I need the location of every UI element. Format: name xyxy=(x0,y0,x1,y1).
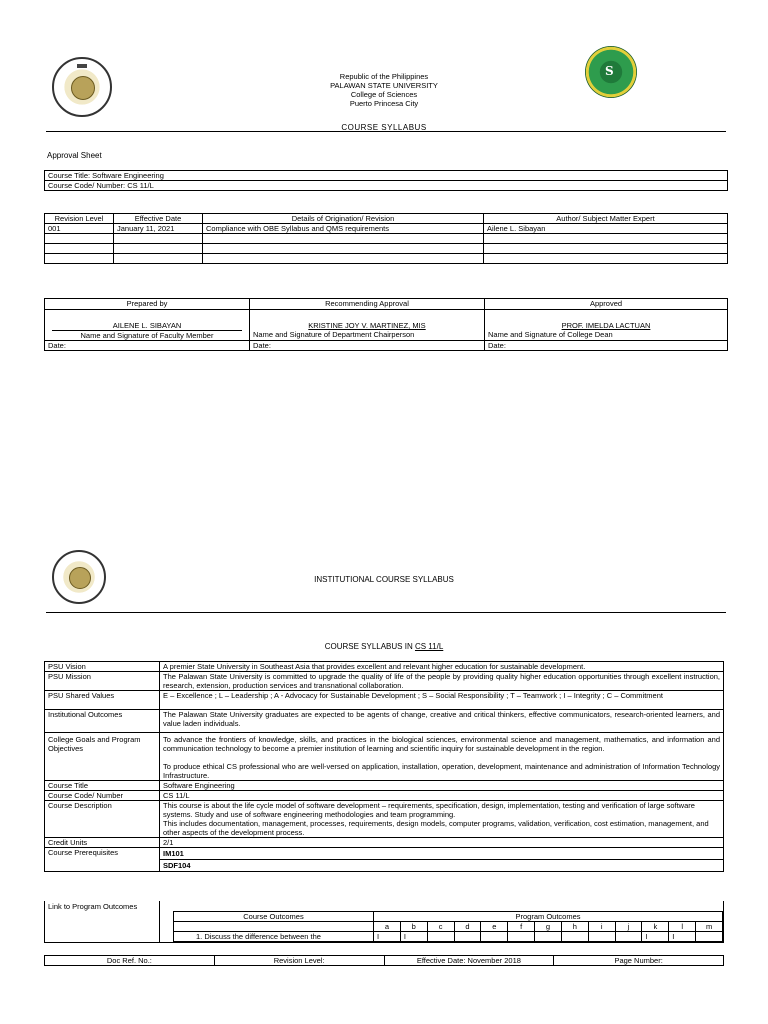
institutional-syllabus-title: INSTITUTIONAL COURSE SYLLABUS xyxy=(314,575,454,584)
po-letter: c xyxy=(427,922,454,932)
psu-seal-logo xyxy=(52,57,112,117)
course-code-value: CS 11/L xyxy=(160,791,724,801)
prepared-by-header: Prepared by xyxy=(45,299,250,310)
po-mark xyxy=(481,932,508,942)
po-mark: I xyxy=(669,932,696,942)
date-field: Date: xyxy=(485,341,728,351)
first-course-outcome: 1. Discuss the difference between the xyxy=(174,932,374,942)
outcomes-matrix xyxy=(173,911,723,942)
vision-label: PSU Vision xyxy=(45,662,160,672)
revision-level-value: 001 xyxy=(45,224,114,234)
prerequisite-2: SDF104 xyxy=(163,861,191,870)
po-mark: I xyxy=(642,932,669,942)
effective-date-field: Effective Date: November 2018 xyxy=(384,956,554,966)
approved-caption: Name and Signature of College Dean xyxy=(488,330,613,339)
description-label: Course Description xyxy=(45,801,160,838)
revision-header-author: Author/ Subject Matter Expert xyxy=(484,214,728,224)
college-of-sciences-logo: S xyxy=(585,46,637,98)
po-letter: h xyxy=(561,922,588,932)
revision-date-value: January 11, 2021 xyxy=(114,224,203,234)
revision-header-level: Revision Level xyxy=(45,214,114,224)
revision-table xyxy=(44,213,728,264)
revision-header-date: Effective Date xyxy=(114,214,203,224)
revision-header-details: Details of Origination/ Revision xyxy=(203,214,484,224)
mission-label: PSU Mission xyxy=(45,672,160,691)
po-mark xyxy=(508,932,535,942)
recommending-header: Recommending Approval xyxy=(250,299,485,310)
po-mark xyxy=(454,932,481,942)
date-field: Date: xyxy=(45,341,250,351)
course-outcomes-header: Course Outcomes xyxy=(174,912,374,922)
revision-details-value: Compliance with OBE Syllabus and QMS requirements xyxy=(203,224,484,234)
vision-text: A premier State University in Southeast Asia that provides excellent and relevant higher education for sustainable development. xyxy=(160,662,724,672)
goals-label: College Goals and Program Objectives xyxy=(45,733,160,781)
po-mark: I xyxy=(400,932,427,942)
course-title-cell: Course Title: Software Engineering xyxy=(45,171,728,181)
credit-units-label: Credit Units xyxy=(45,838,160,848)
city-name: Puerto Princesa City xyxy=(349,99,419,108)
description-text-2: This includes documentation, management, processes, requirements, design models, computer programs, validation, verification, cost estimation, management, and other aspects of the development process. xyxy=(163,819,709,837)
recommending-name: KRISTINE JOY V. MARTINEZ, MIS xyxy=(308,321,426,330)
doc-ref-field: Doc Ref. No.: xyxy=(45,956,215,966)
recommending-caption: Name and Signature of Department Chairperson xyxy=(253,330,415,339)
po-mark xyxy=(588,932,615,942)
link-program-outcomes-label: Link to Program Outcomes xyxy=(45,901,160,942)
po-mark: I xyxy=(374,932,401,942)
approved-name: PROF. IMELDA LACTUAN xyxy=(561,321,651,330)
goals-text-2: To produce ethical CS professional who are well-versed on application, installation, operation, development, maintenance and administration of Information Technology Infrastructure. xyxy=(163,762,720,780)
program-outcomes-header: Program Outcomes xyxy=(374,912,723,922)
course-details-table xyxy=(44,661,724,872)
goals-text-1: To advance the frontiers of knowledge, skills, and practices in the biological sciences, environmental science and management, mathematics, and information and communication technology to become a premier institution of learning and scientific inquiry for sustainable development in the region. xyxy=(163,735,720,753)
description-text-1: This course is about the life cycle model of software development – requirements, specification, design, implementation, testing and verification of large software systems. Study and use of software engineering methodologies and team programming. xyxy=(163,801,695,819)
po-letter: i xyxy=(588,922,615,932)
prerequisite-1: IM101 xyxy=(160,848,723,860)
po-letter: e xyxy=(481,922,508,932)
credit-units-value: 2/1 xyxy=(160,838,724,848)
college-name: College of Sciences xyxy=(350,90,418,99)
po-letter: j xyxy=(615,922,642,932)
university-name: PALAWAN STATE UNIVERSITY xyxy=(330,81,438,90)
psu-seal-logo xyxy=(52,550,106,604)
page-title: COURSE SYLLABUS xyxy=(341,123,427,132)
revision-author-value: Ailene L. Sibayan xyxy=(484,224,728,234)
course-info-table xyxy=(44,170,728,191)
po-letter: f xyxy=(508,922,535,932)
date-field: Date: xyxy=(250,341,485,351)
page-number-field: Page Number: xyxy=(554,956,724,966)
prepared-by-caption: Name and Signature of Faculty Member xyxy=(80,331,214,340)
republic-line: Republic of the Philippines xyxy=(339,72,429,81)
outcomes-text: The Palawan State University graduates are expected to be agents of change, creative and critical thinkers, effective communicators, research-oriented learners, and value laden individuals. xyxy=(160,710,724,733)
course-code-label: Course Code/ Number xyxy=(45,791,160,801)
course-title-label: Course Title xyxy=(45,781,160,791)
prepared-by-name: AILENE L. SIBAYAN xyxy=(52,321,242,331)
po-letter: a xyxy=(374,922,401,932)
po-mark xyxy=(561,932,588,942)
prerequisites-label: Course Prerequisites xyxy=(45,848,160,872)
signature-table xyxy=(44,298,728,351)
po-mark xyxy=(696,932,723,942)
po-letter: d xyxy=(454,922,481,932)
syllabus-in-label: COURSE SYLLABUS IN xyxy=(324,642,413,651)
course-title-value: Software Engineering xyxy=(160,781,724,791)
po-letter: g xyxy=(535,922,562,932)
values-label: PSU Shared Values xyxy=(45,691,160,710)
po-letter: m xyxy=(696,922,723,932)
po-letter: l xyxy=(669,922,696,932)
mission-text: The Palawan State University is committed to upgrade the quality of life of the people by providing quality higher education opportunities through excellent instruction, research, extension, production services and transnational collaboration. xyxy=(160,672,724,691)
po-letter: b xyxy=(400,922,427,932)
approved-header: Approved xyxy=(485,299,728,310)
document-footer xyxy=(44,955,724,966)
course-code-cell: Course Code/ Number: CS 11/L xyxy=(45,181,728,191)
po-letter: k xyxy=(642,922,669,932)
approval-sheet-label: Approval Sheet xyxy=(47,151,102,160)
syllabus-course-code: CS 11/L xyxy=(414,642,444,651)
values-text: E – Excellence ; L – Leadership ; A - Advocacy for Sustainable Development ; S – Social Responsibility ; T – Teamwork ; I – Integrity ; C – Commitment xyxy=(160,691,724,710)
po-mark xyxy=(427,932,454,942)
outcomes-label: Institutional Outcomes xyxy=(45,710,160,733)
revision-level-field: Revision Level: xyxy=(214,956,384,966)
po-mark xyxy=(535,932,562,942)
po-mark xyxy=(615,932,642,942)
